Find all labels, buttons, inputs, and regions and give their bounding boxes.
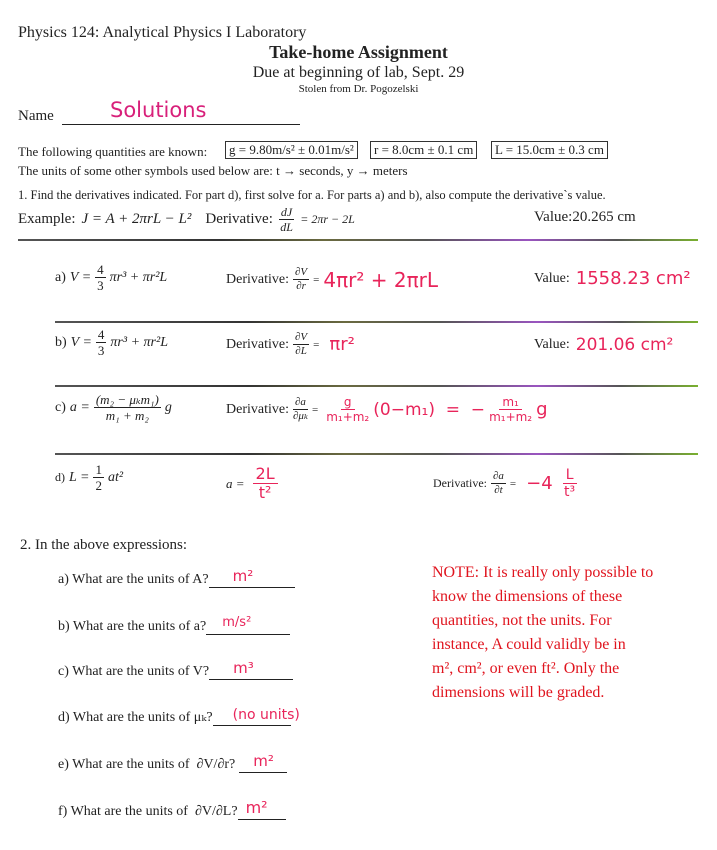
derivative-fraction xyxy=(491,471,506,496)
part-c-derivative xyxy=(226,396,548,423)
example-deriv-label: Derivative: xyxy=(205,211,273,227)
divider xyxy=(18,239,698,241)
divider xyxy=(55,453,698,455)
derivative-label: Derivative: xyxy=(433,476,487,490)
frac-denominator: 2 xyxy=(95,478,102,493)
answer-field[interactable] xyxy=(206,615,290,635)
frac-numerator: 2L xyxy=(253,466,278,484)
q2-item-d xyxy=(58,707,300,726)
derivative-fraction xyxy=(293,267,309,292)
frac-denominator: m₁+m₂ xyxy=(489,410,533,424)
derivative-label: Derivative: xyxy=(226,401,289,417)
divider xyxy=(55,321,698,323)
frac-numerator: ∂V xyxy=(294,266,308,278)
equals-sign: = xyxy=(311,403,319,416)
example-derivative-fraction xyxy=(279,206,294,233)
value-label: Value: xyxy=(534,337,570,352)
course-title: Physics 124: Analytical Physics I Laboratory xyxy=(18,24,307,41)
frac-numerator: 4 xyxy=(97,262,104,277)
part-b-value xyxy=(534,335,673,355)
question-text: d) What are the units of μₖ? xyxy=(58,710,213,725)
answer-field[interactable] xyxy=(238,798,286,820)
equals-sign: = xyxy=(313,338,320,351)
note-line: dimensions will be graded. xyxy=(432,684,605,701)
part-c-answer-end: g xyxy=(536,399,548,420)
derivative-fraction xyxy=(293,397,308,422)
note-line: NOTE: It is really only possible to xyxy=(432,564,654,581)
answer-field[interactable] xyxy=(209,567,295,588)
part-label: d) xyxy=(55,470,65,484)
frac-denominator: ∂μₖ xyxy=(292,410,308,422)
value-label: Value: xyxy=(534,270,570,286)
note-line: quantities, not the units. For xyxy=(432,612,612,629)
expr-pre: V = xyxy=(69,269,92,285)
units-line: The units of some other symbols used below are: t → seconds, y → meters xyxy=(18,163,408,178)
frac-denominator: ∂r xyxy=(296,280,306,292)
expr-post: at² xyxy=(107,469,124,485)
part-d-answer-fraction xyxy=(563,468,577,499)
part-d-solve-answer xyxy=(253,466,278,501)
q2-item-e xyxy=(58,752,287,773)
part-label: a) xyxy=(55,269,66,285)
part-c-answer-mid: (0−m₁) = − xyxy=(373,399,486,420)
known-r: r = 8.0cm ± 0.1 cm xyxy=(370,141,477,159)
expr-fraction xyxy=(93,463,104,492)
expr-fraction xyxy=(94,393,161,422)
solve-label: a = xyxy=(226,475,245,491)
part-a-expression xyxy=(55,263,167,292)
answer-value: (no units) xyxy=(232,707,300,723)
question-text: b) What are the units of a? xyxy=(58,619,207,634)
derivative-label: Derivative: xyxy=(226,271,289,287)
frac-numerator: g xyxy=(341,396,355,410)
q2-item-f xyxy=(58,798,286,820)
note-line: instance, A could validly be in xyxy=(432,636,626,653)
question-text: a) What are the units of A? xyxy=(58,572,209,587)
part-c-expression xyxy=(55,393,172,422)
grading-note xyxy=(432,561,653,705)
answer-value: m² xyxy=(253,752,274,770)
question-text: e) What are the units of ∂V/∂r? xyxy=(58,757,236,772)
known-g: g = 9.80m/s² ± 0.01m/s² xyxy=(225,141,358,159)
example-expr: J = A + 2πrL − L² xyxy=(81,211,192,227)
frac-numerator: L xyxy=(563,468,577,484)
frac-denominator: ∂L xyxy=(295,345,307,357)
frac-denominator: dL xyxy=(280,220,293,234)
frac-denominator: ∂t xyxy=(494,484,503,496)
assignment-title: Take-home Assignment xyxy=(269,42,448,62)
answer-value: m² xyxy=(232,567,254,585)
frac-denominator: m₁+m₂ xyxy=(326,410,370,424)
frac-numerator: ∂V xyxy=(294,331,308,343)
answer-field[interactable] xyxy=(213,707,300,726)
frac-denominator: t³ xyxy=(564,484,576,500)
part-label: c) xyxy=(55,399,66,415)
frac-denominator: 3 xyxy=(97,343,105,358)
part-d-expression xyxy=(55,463,123,492)
frac-numerator: dJ xyxy=(280,205,293,219)
example-label: Example: xyxy=(18,211,76,227)
example-deriv-result: = 2πr − 2L xyxy=(300,212,355,226)
credit-line: Stolen from Dr. Pogozelski xyxy=(298,83,419,95)
answer-field[interactable] xyxy=(209,659,293,680)
example-value: Value:20.265 cm xyxy=(534,209,636,225)
part-a-derivative xyxy=(226,267,438,292)
q2-item-c xyxy=(58,659,293,680)
part-d-derivative xyxy=(433,468,577,499)
part-a-answer: 4πr² + 2πrL xyxy=(323,267,438,292)
example-row xyxy=(18,206,355,233)
expr-fraction xyxy=(95,263,106,292)
q2-heading: 2. In the above expressions: xyxy=(20,537,188,553)
known-intro: The following quantities are known: xyxy=(18,144,208,159)
expr-pre: a = xyxy=(69,399,90,415)
answer-value: m/s² xyxy=(222,615,252,630)
question-text: f) What are the units of ∂V/∂L? xyxy=(58,804,238,819)
name-label: Name xyxy=(18,108,54,124)
frac-denominator: t² xyxy=(258,483,272,502)
q1-instructions: 1. Find the derivatives indicated. For part d), first solve for a. For parts a) and b), also compute the derivative`s value. xyxy=(18,188,606,202)
frac-numerator: 1 xyxy=(95,462,102,477)
expr-fraction xyxy=(96,328,107,357)
known-L: L = 15.0cm ± 0.3 cm xyxy=(491,141,608,159)
part-a-value-answer: 1558.23 cm² xyxy=(575,268,691,289)
frac-numerator: (m₂ − μₖm₁) xyxy=(95,392,159,407)
part-d-solve xyxy=(226,466,278,501)
frac-denominator: 3 xyxy=(97,278,104,293)
part-b-answer: πr² xyxy=(329,334,355,355)
equals-sign: = xyxy=(509,477,517,490)
expr-post: πr³ + πr²L xyxy=(110,334,168,350)
part-label: b) xyxy=(55,334,67,350)
derivative-fraction xyxy=(293,332,309,357)
due-date: Due at beginning of lab, Sept. 29 xyxy=(252,64,465,81)
part-d-answer-pre: −4 xyxy=(526,473,553,494)
part-b-value-answer: 201.06 cm² xyxy=(575,335,674,355)
answer-value: m³ xyxy=(233,659,254,677)
equals-sign: = xyxy=(313,273,320,286)
part-c-answer-fraction-2 xyxy=(489,396,532,423)
part-b-derivative xyxy=(226,332,355,357)
part-b-expression xyxy=(55,328,168,357)
divider xyxy=(55,385,698,387)
q2-item-a xyxy=(58,567,295,588)
answer-field[interactable] xyxy=(239,752,287,773)
expr-pre: L = xyxy=(69,469,90,485)
part-a-value xyxy=(534,268,691,289)
q2-item-b xyxy=(58,615,290,635)
note-line: m², cm², or even ft². Only the xyxy=(432,660,620,677)
frac-numerator: ∂a xyxy=(492,470,504,482)
name-value: Solutions xyxy=(110,98,207,122)
answer-value: m² xyxy=(245,798,268,817)
expr-pre: V = xyxy=(70,334,92,350)
note-line: know the dimensions of these xyxy=(432,588,623,605)
frac-numerator: m₁ xyxy=(499,396,522,410)
frac-denominator: m₁ + m₂ xyxy=(105,408,149,423)
part-c-answer-fraction xyxy=(326,396,369,423)
expr-post: πr³ + πr²L xyxy=(109,269,168,285)
frac-numerator: ∂a xyxy=(295,396,306,408)
expr-post: g xyxy=(164,399,172,415)
derivative-label: Derivative: xyxy=(226,336,289,352)
question-text: c) What are the units of V? xyxy=(58,664,210,679)
frac-numerator: 4 xyxy=(97,327,105,342)
